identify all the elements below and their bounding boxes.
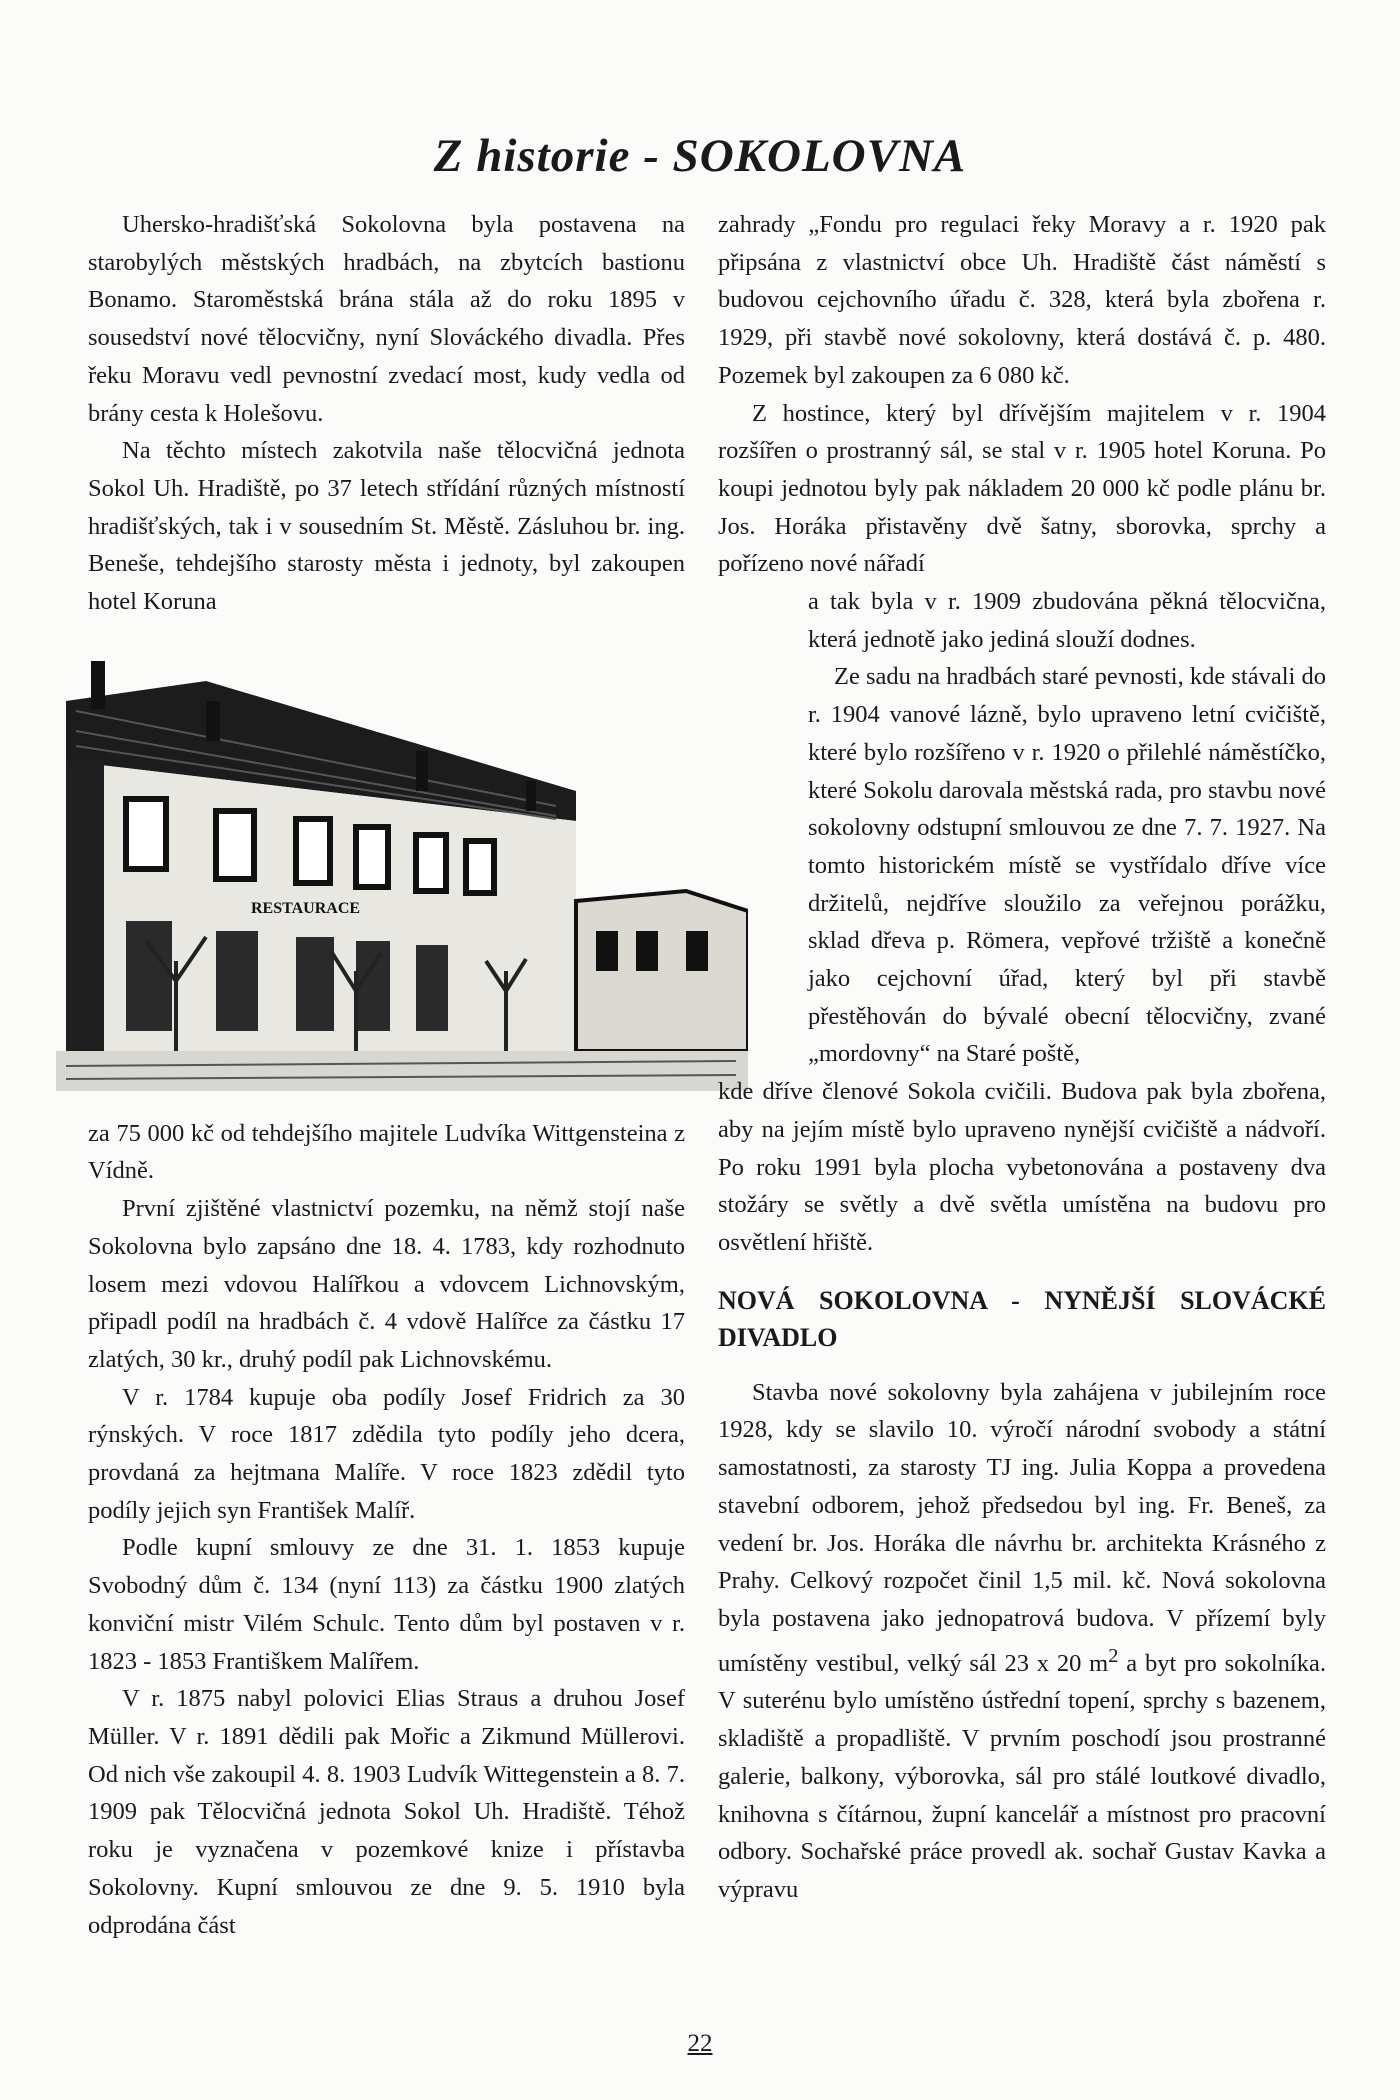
paragraph: V r. 1784 kupuje oba podíly Josef Fridrich za 30 rýnských. V roce 1817 zdědila tyto podíly jeho dcera, provdaná za hejtmana Malíře. V roce 1823 zdědil tyto podíly jejich syn František Malíř. <box>88 1383 685 1524</box>
paragraph: Z hostince, který byl dřívějším majitelem v r. 1904 rozšířen o prostranný sál, se stal v r. 1905 hotel Koruna. Po koupi jednotou byly pak nákladem 20 000 kč podle plánu br. Jos. Horáka přistavěny dvě šatny, sborovka, sprchy a pořízeno nové nářadí <box>718 399 1326 578</box>
paragraph: V r. 1875 nabyl polovici Elias Straus a druhou Josef Müller. V r. 1891 dědili pak Mořic a Zikmund Müllerovi. Od nich vše zakoupil 4. 8. 1903 Ludvík Wittegenstein a 8. 7. 1909 pak Tělocvičná jednota Sokol Uh. Hradiště. Téhož roku je vyznačena v pozemkové knize i přístavba Sokolovny. Kupní smlouvou ze dne 9. 5. 1910 byla odprodána část <box>88 1685 685 1939</box>
right-column <box>718 206 1326 1909</box>
paragraph: kde dříve členové Sokola cvičili. Budova pak byla zbořena, aby na jejím místě bylo upraveno nynější cvičiště a nádvoří. Po roku 1991 byla plocha vybetonována a postaveny dva stožáry se světly a dvě světla umístěna na budovu pro osvětlení hřiště. <box>718 1078 1326 1256</box>
paragraph: Ze sadu na hradbách staré pevnosti, kde stávali do r. 1904 vanové lázně, bylo upraveno letní cvičiště, které bylo rozšířeno v r. 1920 o přilehlé náměstíčko, které Sokolu darovala městská rada, pro stavbu nové sokolovny odstupní smlouvou ze dne 7. 7. 1927. Na tomto historickém místě se vystřídalo dříve více držitelů, nejdříve sloužilo za veřejnou porážku, sklad dřeva p. Römera, vepřové tržiště a konečně jako cejchovní úřad, který byl při stavbě přestěhován do bývalé obecní tělocvičny, zvané „mordovny“ na Staré poště, <box>808 663 1326 1068</box>
section-heading: NOVÁ SOKOLOVNA - NYNĚJŠÍ SLOVÁCKÉ DIVADLO <box>718 1285 1326 1352</box>
paragraph-text: Stavba nové sokolovny byla zahájena v jubilejním roce 1928, kdy se slavilo 10. výročí národní svobody a státní samostatnosti, za starosty TJ ing. Julia Koppa a provedena stavební odborem, jehož předsedou byl ing. Fr. Beneš, za vedení br. Jos. Horáka dle návrhu br. architekta Krásného z Prahy. Celkový rozpočet činil 1,5 mil. kč. Nová sokolovna byla postavena jako jednopatrová budova. V přízemí byly umístěny vestibul, velký sál 23 x 20 m <box>718 1378 1326 1677</box>
paragraph: Podle kupní smlouvy ze dne 31. 1. 1853 kupuje Svobodný dům č. 134 (nyní 113) za částku 1900 zlatých konviční mistr Vilém Schulc. Tento dům byl postaven v r. 1823 - 1853 Františkem Malířem. <box>88 1534 685 1675</box>
hotel-koruna-illustration <box>56 641 748 1099</box>
paragraph: a tak byla v r. 1909 zbudována pěkná tělocvična, která jednotě jako jediná slouží dodnes. <box>808 588 1326 653</box>
page-title: Z historie - SOKOLOVNA <box>433 130 967 183</box>
restaurant-sign: RESTAURACE <box>251 899 361 917</box>
paragraph: První zjištěné vlastnictví pozemku, na němž stojí naše Sokolovna bylo zapsáno dne 18. 4. 1783, kdy rozhodnuto losem mezi vdovou Halířkou a vdovcem Lichnovským, připadl podíl na hradbách č. 4 vdově Halířce za částku 17 zlatých, 30 kr., druhý podíl pak Lichnovskému. <box>88 1195 685 1373</box>
paragraph: zahrady „Fondu pro regulaci řeky Moravy a r. 1920 pak připsána z vlastnictví obce Uh. Hradiště část náměstí s budovou cejchovního úřadu č. 328, která byla zbořena r. 1929, při stavbě nové sokolovny, která dostává č. p. 480. Pozemek byl zakoupen za 6 080 kč. <box>718 211 1326 389</box>
paragraph <box>718 1374 1326 1909</box>
page-number: 22 <box>687 2030 713 2057</box>
building-drawing <box>56 641 748 1099</box>
left-column <box>88 206 685 1944</box>
paragraph-text: a byt pro sokolníka. V suterénu bylo umístěno ústřední topení, sprchy s bazenem, skladiště a propadliště. V prvním poschodí jsou prostranné galerie, balkony, výborovka, sál pro stálé loutkové divadlo, knihovna s čítárnou, župní kancelář a místnost pro pracovní odbory. Sochařské práce provedl ak. sochař Gustav Kavka a výpravu <box>718 1649 1326 1903</box>
paragraph: Uhersko-hradišťská Sokolovna byla postavena na starobylých městských hradbách, na zbytcích bastionu Bonamo. Staroměstská brána stála až do roku 1895 v sousedství nové tělocvičny, nyní Slováckého divadla. Přes řeku Moravu vedl pevnostní zvedací most, kudy vedla od brány cesta k Holešovu. <box>88 211 685 427</box>
superscript: 2 <box>1108 1644 1119 1667</box>
paragraph: Na těchto místech zakotvila naše tělocvičná jednota Sokol Uh. Hradiště, po 37 letech střídání různých místností hradišťských, tak i v sousedním St. Městě. Zásluhou br. ing. Beneše, tehdejšího starosty města i jednoty, byl zakoupen hotel Koruna <box>88 437 685 616</box>
paragraph: za 75 000 kč od tehdejšího majitele Ludvíka Wittgensteina z Vídně. <box>88 1119 685 1185</box>
